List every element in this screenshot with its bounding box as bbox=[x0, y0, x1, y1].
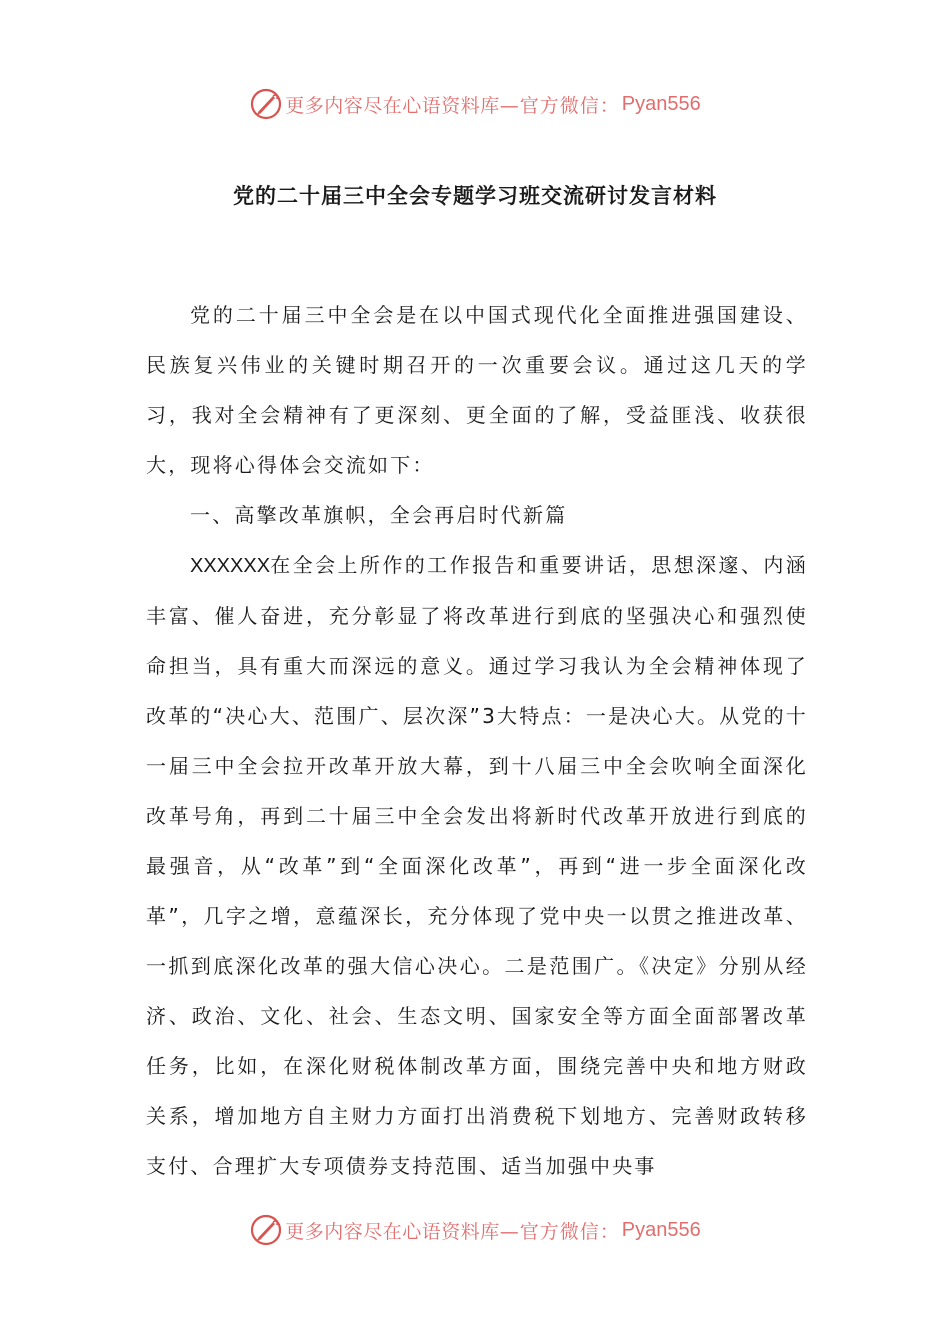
quill-pen-icon bbox=[249, 87, 283, 121]
watermark-wechat-label: —官方微信： bbox=[499, 1220, 620, 1243]
watermark-text: 更多内容尽在心语资料库 bbox=[285, 94, 500, 117]
paragraph-body bbox=[146, 540, 808, 1191]
watermark-header bbox=[0, 84, 950, 124]
quill-pen-icon bbox=[249, 1213, 283, 1247]
redacted-name: XXXXXX bbox=[190, 555, 271, 577]
watermark-text: 更多内容尽在心语资料库 bbox=[285, 1220, 500, 1243]
watermark-wechat-label: —官方微信： bbox=[499, 94, 620, 117]
paragraph-intro: 党的二十届三中全会是在以中国式现代化全面推进强国建设、民族复兴伟业的关键时期召开的一次重要会议。通过这几天的学习，我对全会精神有了更深刻、更全面的了解，受益匪浅、收获很大，现将心得体会交流如下： bbox=[146, 303, 808, 477]
watermark-account: Pyan556 bbox=[621, 1218, 701, 1241]
watermark-account: Pyan556 bbox=[621, 92, 701, 115]
watermark-footer bbox=[0, 1210, 950, 1250]
document-body bbox=[146, 290, 808, 1191]
section-heading-1: 一、高擎改革旗帜，全会再启时代新篇 bbox=[190, 503, 568, 527]
document-title: 党的二十届三中全会专题学习班交流研讨发言材料 bbox=[233, 184, 717, 208]
paragraph-body-text: 在全会上所作的工作报告和重要讲话，思想深邃、内涵丰富、催人奋进，充分彰显了将改革进行到底的坚强决心和强烈使命担当，具有重大而深远的意义。通过学习我认为全会精神体现了改革的“决心大、范围广、层次深”3大特点：一是决心大。从党的十一届三中全会拉开改革开放大幕，到十八届三中全会吹响全面深化改革号角，再到二十届三中全会发出将新时代改革开放进行到底的最强音，从“改革”到“全面深化改革”，再到“进一步全面深化改革”，几字之增，意蕴深长，充分体现了党中央一以贯之推进改革、一抓到底深化改革的强大信心决心。二是范围广。《决定》分别从经济、政治、文化、社会、生态文明、国家安全等方面全面部署改革任务，比如，在深化财税体制改革方面，围绕完善中央和地方财政关系，增加地方自主财力方面打出消费税下划地方、完善财政转移支付、合理扩大专项债券支持范围、适当加强中央事 bbox=[146, 553, 808, 1178]
